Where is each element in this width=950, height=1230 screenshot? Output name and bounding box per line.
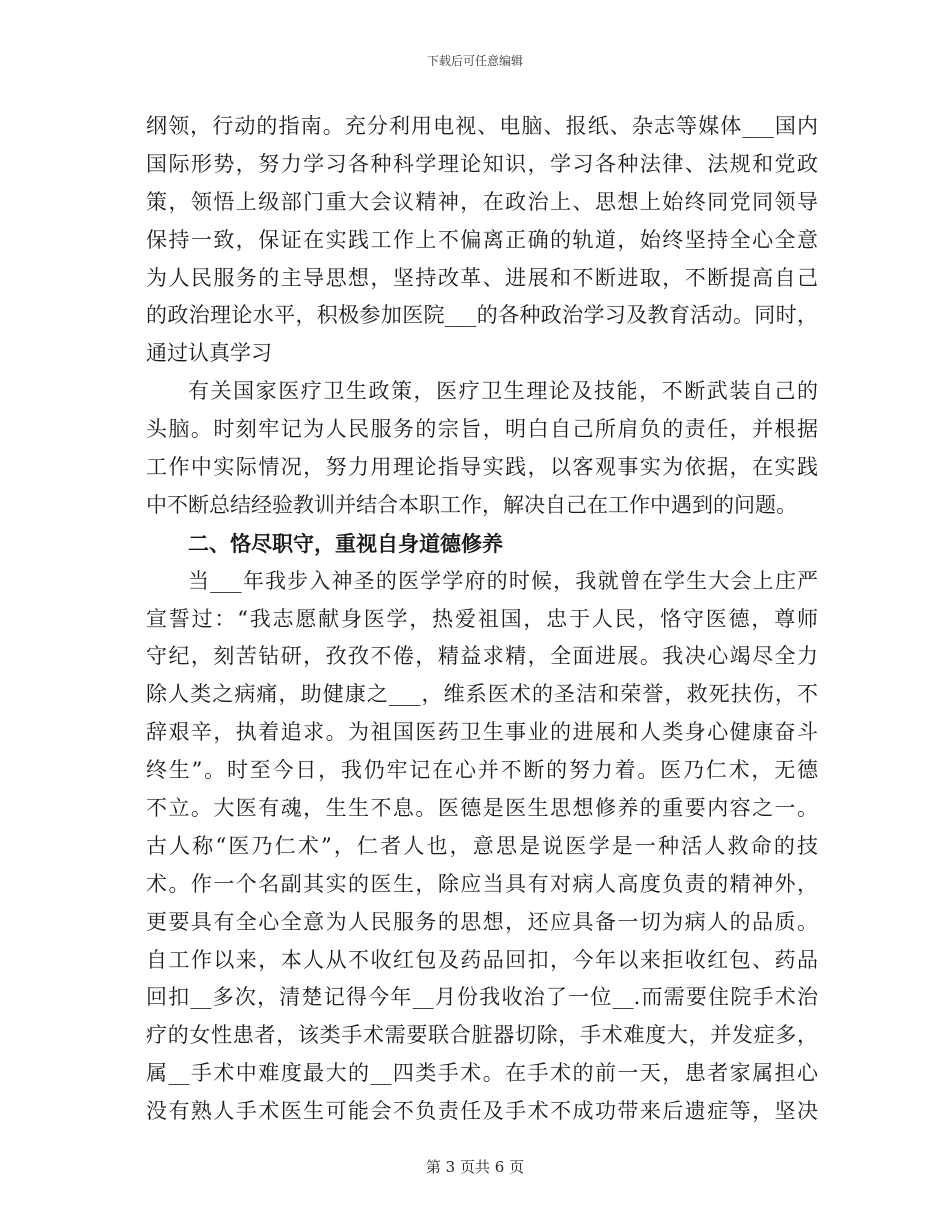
text-line: 不立。大医有魂，生生不息。医德是医生思想修养的重要内容之一。 (146, 796, 818, 821)
text-line: 纲领，行动的指南。充分利用电视、电脑、报纸、杂志等媒体___国内 (146, 114, 818, 138)
page-footer: 第 3 页共 6 页 (425, 1158, 525, 1176)
text-line: 为人民服务的主导思想，坚持改革、进展和不断进取，不断提高自己 (146, 265, 818, 290)
section-heading: 二、恪尽职守，重视自身道德修养 (188, 530, 503, 556)
text-line: 属__手术中难度最大的__四类手术。在手术的前一天，患者家属担心 (146, 1061, 818, 1086)
text-line: 头脑。时刻牢记为人民服务的宗旨，明白自己所肩负的责任，并根据 (146, 417, 818, 442)
text-line: 疗的女性患者，该类手术需要联合脏器切除，手术难度大，并发症多， (146, 1023, 818, 1048)
text-line: 有关国家医疗卫生政策，医疗卫生理论及技能，不断武装自己的 (188, 379, 818, 404)
text-line: 通过认真学习 (146, 341, 272, 366)
text-line: 回扣__多次，清楚记得今年__月份我收治了一位__.而需要住院手术治 (146, 985, 818, 1010)
page-header: 下载后可任意编辑 (426, 54, 523, 68)
text-line: 中不断总结经验教训并结合本职工作，解决自己在工作中遇到的问题。 (146, 492, 797, 517)
text-line: 没有熟人手术医生可能会不负责任及手术不成功带来后遗症等，坚决 (146, 1099, 818, 1124)
text-line: 策，领悟上级部门重大会议精神，在政治上、思想上始终同党同领导 (146, 189, 818, 214)
text-line: 当___年我步入神圣的医学学府的时候，我就曾在学生大会上庄严 (188, 568, 818, 593)
text-line: 保持一致，保证在实践工作上不偏离正确的轨道，始终坚持全心全意 (146, 227, 818, 252)
text-line: 除人类之病痛，助健康之___，维系医术的圣洁和荣誉，救死扶伤，不 (146, 682, 818, 707)
text-line: 宣誓过：“我志愿献身医学，热爱祖国，忠于人民，恪守医德，尊师 (146, 606, 818, 631)
text-line: 国际形势，努力学习各种科学理论知识，学习各种法律、法规和党政 (146, 151, 818, 176)
text-line: 守纪，刻苦钻研，孜孜不倦，精益求精，全面进展。我决心竭尽全力 (146, 644, 818, 669)
document-body (146, 108, 818, 1131)
text-line: 自工作以来，本人从不收红包及药品回扣，今年以来拒收红包、药品 (146, 947, 818, 972)
text-line: 古人称“医乃仁术”，仁者人也，意思是说医学是一种活人救命的技 (146, 833, 818, 858)
text-line: 终生”。时至今日，我仍牢记在心并不断的努力着。医乃仁术，无德 (146, 758, 818, 783)
text-line: 术。作一个名副其实的医生，除应当具有对病人高度负责的精神外， (146, 871, 818, 896)
text-line: 的政治理论水平，积极参加医院___的各种政治学习及教育活动。同时， (146, 303, 818, 328)
text-line: 辞艰辛，执着追求。为祖国医药卫生事业的进展和人类身心健康奋斗 (146, 720, 818, 745)
text-line: 更要具有全心全意为人民服务的思想，还应具备一切为病人的品质。 (146, 909, 818, 934)
text-line: 工作中实际情况，努力用理论指导实践，以客观事实为依据，在实践 (146, 455, 818, 480)
